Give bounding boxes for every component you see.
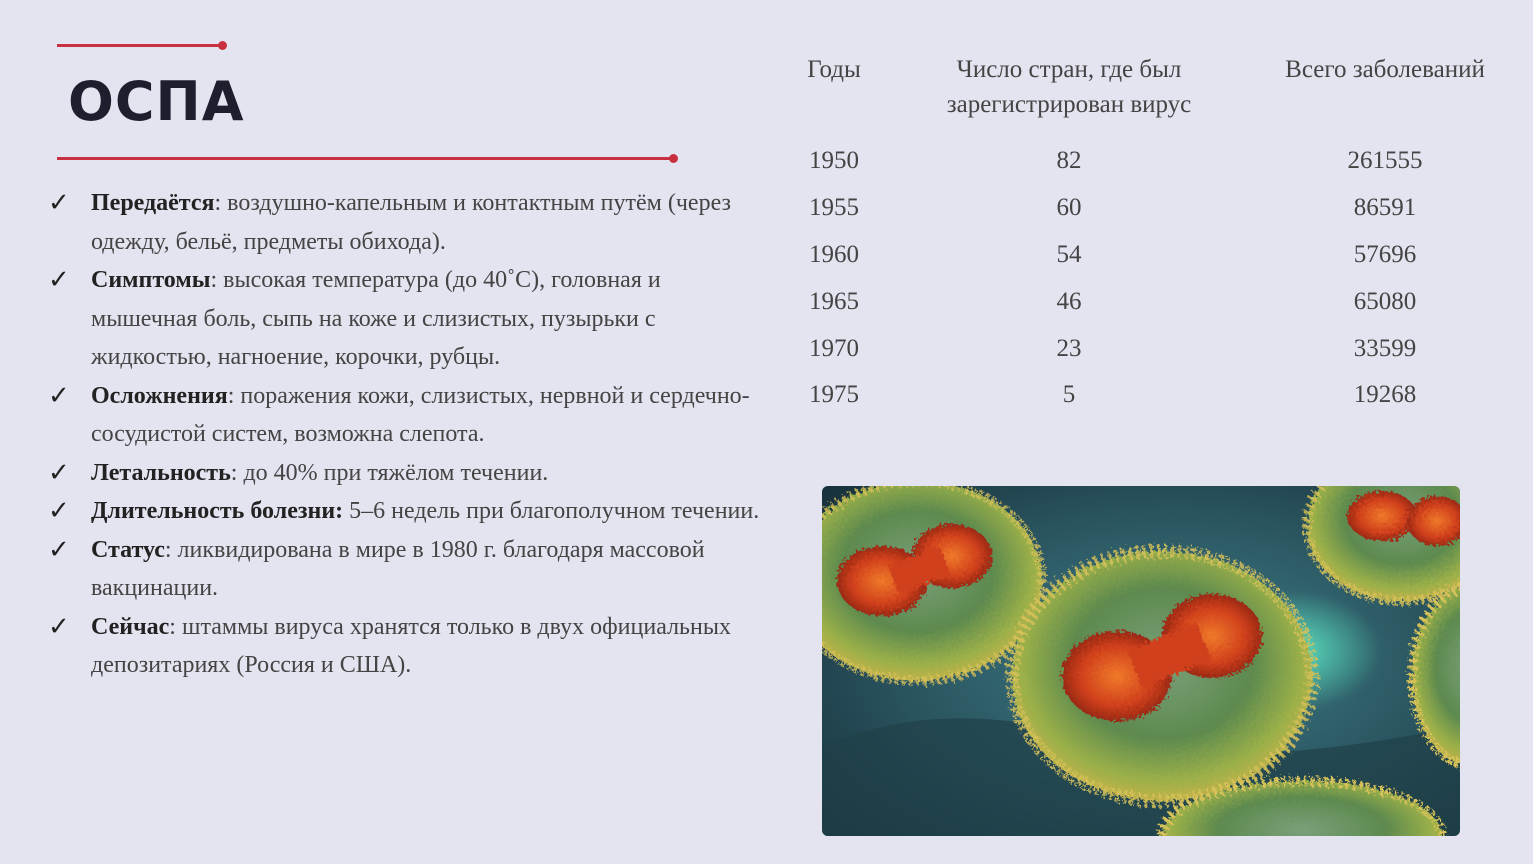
- column-header-years: Годы: [807, 56, 861, 83]
- fact-term: Летальность: [91, 459, 231, 486]
- fact-symptoms: [48, 261, 768, 377]
- cell-year: 1960: [809, 240, 859, 268]
- check-icon: ✓: [48, 457, 70, 488]
- table-row: [770, 278, 1530, 325]
- fact-term: Сейчас: [91, 613, 170, 640]
- table-row: [770, 185, 1530, 232]
- table-header-row: [770, 52, 1530, 138]
- fact-transmission: [48, 184, 768, 261]
- cell-total-cases: 65080: [1353, 287, 1417, 315]
- column-header-countries: Число стран, где был зарегистрирован вирус: [946, 56, 1192, 118]
- fact-text: : ликвидирована в мире в 1980 г. благодаря массовой вакцинации.: [91, 536, 705, 601]
- fact-text: : до 40% при тяжёлом течении.: [230, 459, 549, 486]
- cell-total-cases: 19268: [1353, 381, 1417, 409]
- cell-countries: 60: [1056, 194, 1082, 222]
- fact-complications: [48, 377, 768, 454]
- check-icon: ✓: [48, 534, 70, 565]
- table-row: [770, 325, 1530, 372]
- table-row: [770, 232, 1530, 279]
- fact-term: Симптомы: [91, 267, 211, 293]
- check-icon: ✓: [48, 380, 70, 411]
- cell-year: 1975: [809, 381, 859, 409]
- fact-term: Передаётся: [91, 190, 215, 216]
- decorative-line-top: [57, 44, 223, 47]
- cell-year: 1970: [809, 334, 859, 362]
- cell-countries: 54: [1056, 240, 1082, 268]
- check-icon: ✓: [48, 496, 70, 526]
- cell-total-cases: 33599: [1353, 334, 1417, 362]
- fact-text: : штаммы вируса хранятся только в двух официальных депозитариях (Россия и США).: [91, 613, 731, 678]
- cell-countries: 82: [1056, 147, 1082, 175]
- column-header-total-cases: Всего заболеваний: [1285, 56, 1485, 83]
- cell-total-cases: 57696: [1353, 240, 1417, 268]
- fact-term: Статус: [91, 536, 165, 563]
- cell-year: 1965: [809, 287, 859, 315]
- smallpox-virus-illustration: [822, 486, 1460, 836]
- fact-term: Длительность болезни:: [91, 498, 344, 524]
- check-icon: ✓: [48, 611, 70, 642]
- cell-countries: 46: [1056, 287, 1082, 315]
- cell-countries: 5: [1062, 381, 1076, 409]
- fact-text: : воздушно-капельным и контактным путём (через одежду, бельё, предметы обихода).: [91, 190, 731, 255]
- check-icon: ✓: [48, 265, 70, 295]
- fact-lethality: [48, 454, 768, 493]
- cell-countries: 23: [1056, 334, 1082, 362]
- fact-duration: [48, 492, 768, 531]
- smallpox-statistics-table: [770, 52, 1530, 419]
- fact-text: 5–6 недель при благополучном течении.: [343, 498, 760, 524]
- table-row: [770, 138, 1530, 185]
- cell-total-cases: 261555: [1347, 147, 1423, 175]
- cell-total-cases: 86591: [1353, 194, 1417, 222]
- slide-title: ОСПА: [68, 70, 245, 133]
- decorative-line-under-title: [57, 157, 674, 160]
- check-icon: ✓: [48, 188, 70, 218]
- table-row: [770, 372, 1530, 419]
- fact-now: [48, 608, 768, 685]
- cell-year: 1950: [809, 147, 859, 175]
- cell-year: 1955: [809, 194, 859, 222]
- facts-list: [48, 184, 768, 685]
- fact-text: : высокая температура (до 40˚С), головная и мышечная боль, сыпь на коже и слизистых, пузырьки с жидкостью, нагноение, корочки, рубцы.: [91, 267, 661, 370]
- fact-status: [48, 531, 768, 608]
- fact-text: : поражения кожи, слизистых, нервной и сердечно-сосудистой систем, возможна слепота.: [91, 382, 750, 447]
- fact-term: Осложнения: [91, 382, 228, 409]
